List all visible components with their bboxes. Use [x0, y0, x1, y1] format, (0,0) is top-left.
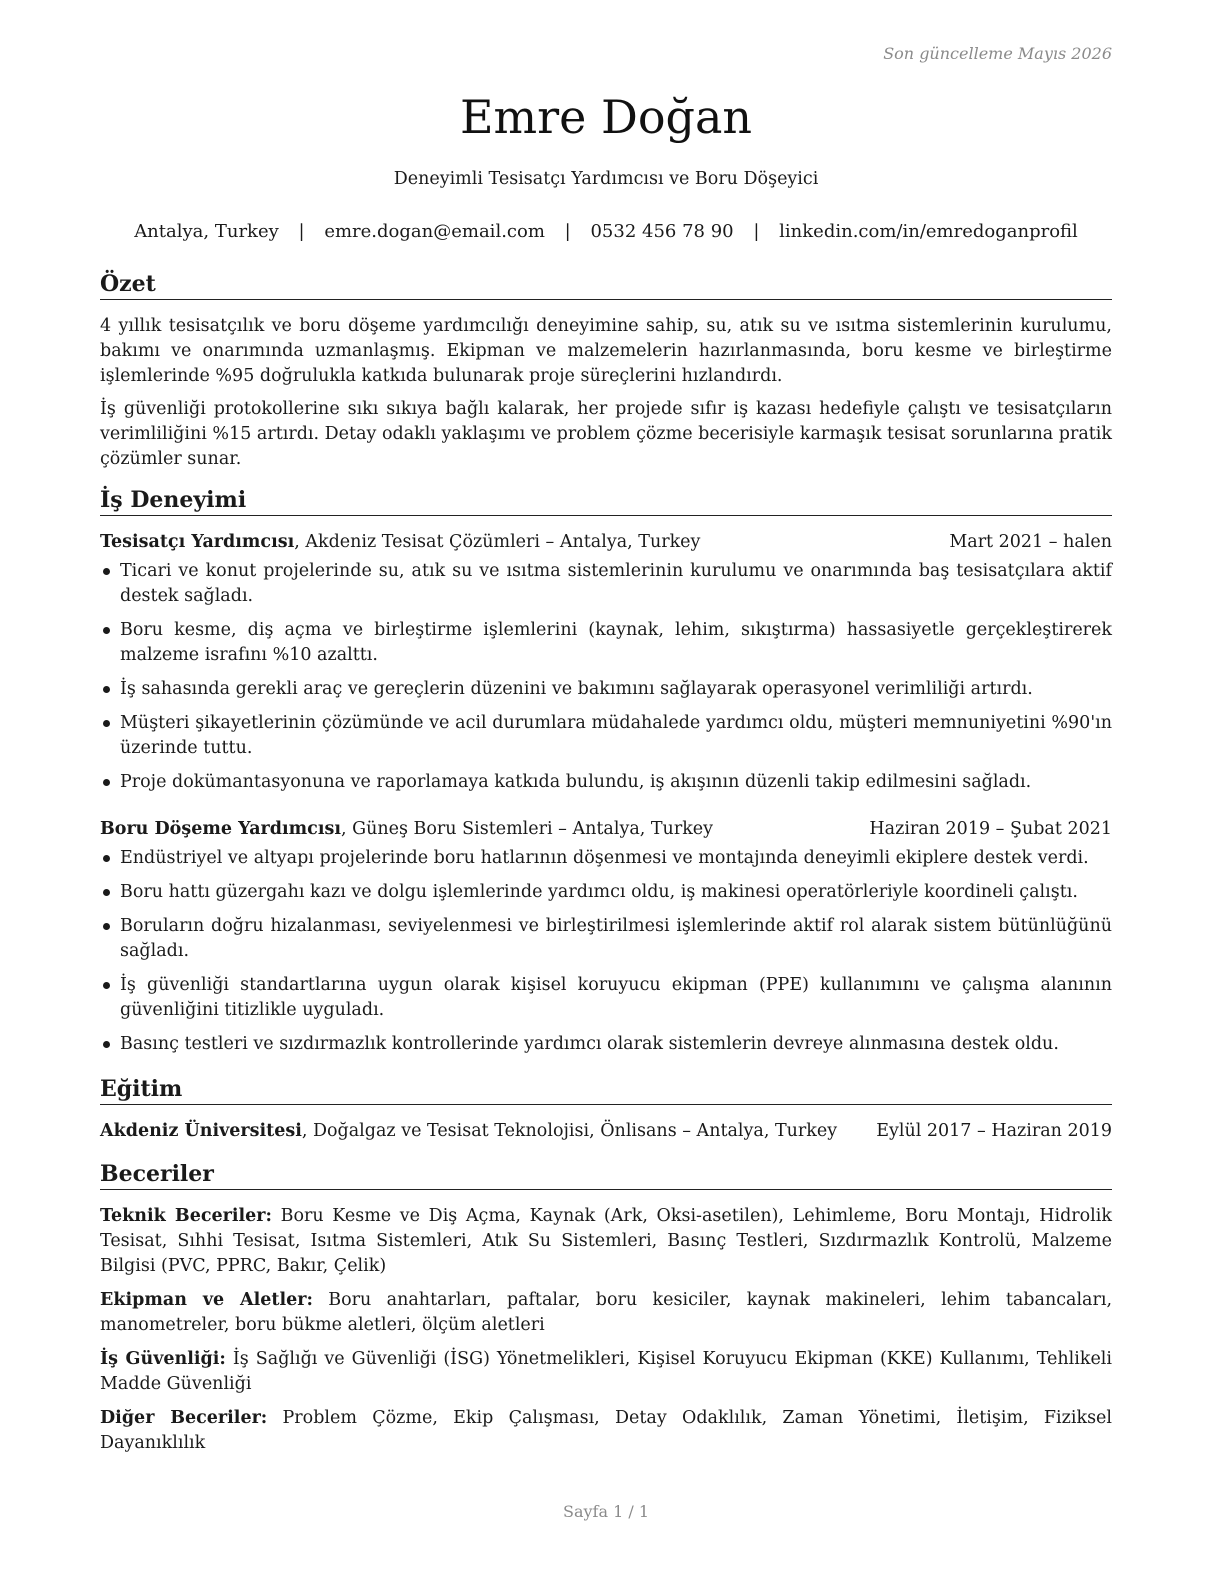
job-bullet: Boru kesme, diş açma ve birleştirme işlemlerini (kaynak, lehim, sıkıştırma) hassasiyetle gerçekleştirerek malzeme israfını %10 azalttı. — [100, 618, 1112, 668]
contact-phone: 0532 456 78 90 — [590, 221, 734, 242]
job-bullet: Ticari ve konut projelerinde su, atık su ve ısıtma sistemlerinin kurulumu ve onarımında baş tesisatçılara aktif destek sağladı. — [100, 559, 1112, 609]
education-dates: Eylül 2017 – Haziran 2019 — [876, 1121, 1112, 1141]
job-dates: Haziran 2019 – Şubat 2021 — [869, 819, 1112, 839]
education-school: Akdeniz Üniversitesi — [100, 1121, 302, 1141]
skill-text: İş Sağlığı ve Güvenliği (İSG) Yönetmelikleri, Kişisel Koruyucu Ekipman (KKE) Kullanımı, Tehlikeli Madde Güvenliği — [100, 1349, 1113, 1394]
job-bullets — [100, 846, 1112, 1057]
resume-page — [100, 0, 1112, 1584]
job-header — [100, 817, 1112, 842]
job-role: Tesisatçı Yardımcısı — [100, 532, 295, 552]
job-bullets — [100, 559, 1112, 795]
headline: Deneyimli Tesisatçı Yardımcısı ve Boru Döşeyici — [393, 169, 819, 189]
job-header — [100, 530, 1112, 555]
contact-separator: | — [564, 221, 571, 242]
contact-separator: | — [753, 221, 760, 242]
skill-group — [100, 1347, 1112, 1397]
section-title-education: Eğitim — [100, 1075, 1112, 1105]
job-bullet: Boru hattı güzergahı kazı ve dolgu işlemlerinde yardımcı oldu, iş makinesi operatörleriyle koordineli çalıştı. — [100, 880, 1112, 905]
contact-separator: | — [298, 221, 305, 242]
job-role: Boru Döşeme Yardımcısı — [100, 819, 341, 839]
skill-group — [100, 1406, 1112, 1456]
skill-label: Teknik Beceriler: — [100, 1206, 272, 1226]
contact-line — [100, 219, 1112, 245]
skill-group — [100, 1204, 1112, 1279]
resume-content — [100, 270, 1112, 1465]
candidate-name: Emre Doğan — [459, 90, 753, 144]
education-entry — [100, 1119, 1112, 1144]
job-bullet: Müşteri şikayetlerinin çözümünde ve acil durumlara müdahalede yardımcı oldu, müşteri memnuniyetini %90'ın üzerinde tuttu. — [100, 711, 1112, 761]
skill-text: Boru anahtarları, paftalar, boru kesiciler, kaynak makineleri, lehim tabancaları, manometreler, boru bükme aletleri, ölçüm aletleri — [100, 1290, 1113, 1335]
job-bullet: İş güvenliği standartlarına uygun olarak kişisel koruyucu ekipman (PPE) kullanımını ve çalışma alanının güvenliğini titizlikle uyguladı. — [100, 973, 1112, 1023]
job-bullet: Endüstriyel ve altyapı projelerinde boru hatlarının döşenmesi ve montajında deneyimli ekiplere destek verdi. — [100, 846, 1112, 871]
skill-group — [100, 1288, 1112, 1338]
contact-email[interactable]: emre.dogan@email.com — [324, 221, 545, 242]
page-number: Sayfa 1 / 1 — [562, 1502, 649, 1521]
education-details: , Doğalgaz ve Tesisat Teknolojisi, Önlisans – Antalya, Turkey — [301, 1121, 838, 1141]
contact-linkedin[interactable]: linkedin.com/in/emredoganprofil — [779, 221, 1078, 242]
contact-location: Antalya, Turkey — [134, 221, 279, 242]
job-entry — [100, 817, 1112, 1057]
job-title-line — [100, 817, 713, 842]
last-updated: Son güncelleme Mayıs 2026 — [883, 44, 1112, 63]
summary-paragraph: İş güvenliği protokollerine sıkı sıkıya bağlı kalarak, her projede sıfır iş kazası hedefiyle çalıştı ve tesisatçıların verimliliğini %15 artırdı. Detay odaklı yaklaşımı ve problem çözme becerisiyle karmaşık tesisat sorunlarına pratik çözümler sunar. — [100, 399, 1112, 469]
skill-text: Problem Çözme, Ekip Çalışması, Detay Odaklılık, Zaman Yönetimi, İletişim, Fiziksel Dayanıklılık — [100, 1408, 1113, 1453]
skill-text: Boru Kesme ve Diş Açma, Kaynak (Ark, Oksi-asetilen), Lehimleme, Boru Montajı, Hidrolik Tesisat, Sıhhi Tesisat, Isıtma Sistemleri, Atık Su Sistemleri, Basınç Testleri, Sızdırmazlık Kontrolü, Malzeme Bilgisi (PVC, PPRC, Bakır, Çelik) — [100, 1206, 1112, 1276]
education-section — [100, 1075, 1112, 1144]
section-title-experience: İş Deneyimi — [100, 486, 1112, 516]
section-title-skills: Beceriler — [100, 1160, 1112, 1190]
skill-label: İş Güvenliği: — [100, 1349, 226, 1369]
experience-section — [100, 486, 1112, 1057]
job-bullet: Basınç testleri ve sızdırmazlık kontrollerinde yardımcı olarak sistemlerin devreye alınmasına destek oldu. — [100, 1032, 1112, 1057]
summary-paragraph: 4 yıllık tesisatçılık ve boru döşeme yardımcılığı deneyimine sahip, su, atık su ve ısıtma sistemlerinin kurulumu, bakımı ve onarımında uzmanlaşmış. Ekipman ve malzemelerin hazırlanmasında, boru kesme ve birleştirme işlemlerinde %95 doğrulukla katkıda bulunarak proje süreçlerini hızlandırdı. — [100, 316, 1112, 386]
job-bullet: Boruların doğru hizalanması, seviyelenmesi ve birleştirilmesi işlemlerinde aktif rol alarak sistem bütünlüğünü sağladı. — [100, 914, 1112, 964]
education-line — [100, 1119, 837, 1144]
skill-label: Ekipman ve Aletler: — [100, 1290, 313, 1310]
job-company: , Güneş Boru Sistemleri – Antalya, Turkey — [340, 819, 714, 839]
job-bullet: İş sahasında gerekli araç ve gereçlerin düzenini ve bakımını sağlayarak operasyonel verimliliği artırdı. — [100, 677, 1112, 702]
job-entry — [100, 530, 1112, 795]
summary-section — [100, 270, 1112, 472]
skills-section — [100, 1160, 1112, 1456]
job-title-line — [100, 530, 700, 555]
job-company: , Akdeniz Tesisat Çözümleri – Antalya, Turkey — [294, 532, 701, 552]
job-dates: Mart 2021 – halen — [949, 532, 1112, 552]
job-bullet: Proje dokümantasyonuna ve raporlamaya katkıda bulundu, iş akışının düzenli takip edilmesini sağladı. — [100, 770, 1112, 795]
section-title-summary: Özet — [100, 270, 1112, 300]
skill-label: Diğer Beceriler: — [100, 1408, 268, 1428]
